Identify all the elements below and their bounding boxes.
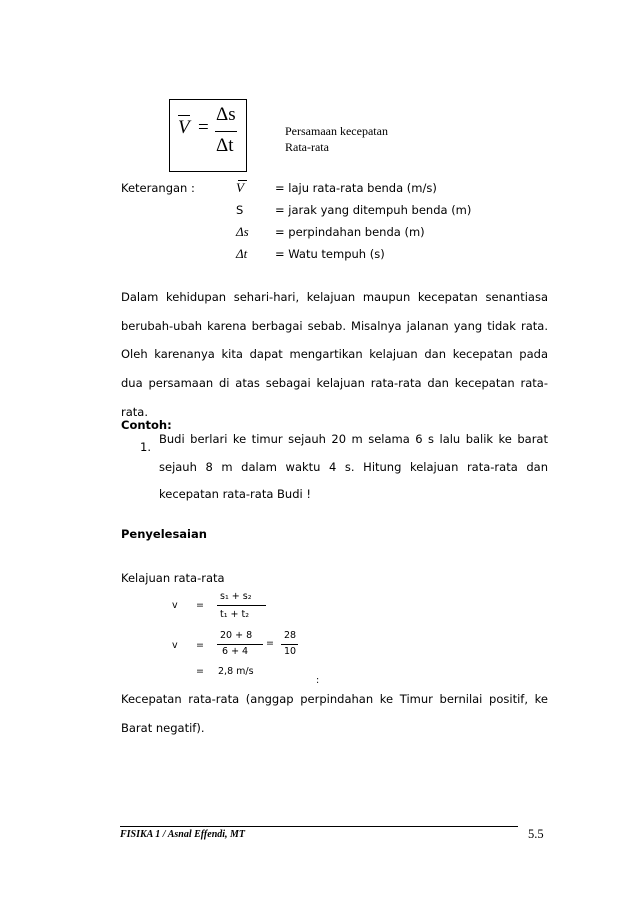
contoh-heading: Contoh: [121, 418, 172, 432]
definition-delta-t: = Watu tempuh (s) [275, 247, 385, 261]
solution-den1: t₁ + t₂ [220, 609, 250, 620]
paragraph-kehidupan: Dalam kehidupan sehari-hari, kelajuan maupun kecepatan senantiasa berubah-ubah karena berbagai sebab. Misalnya jalanan yang tidak rata. Oleh karenanya kita dapat mengartikan kelajuan dan kecepatan pada dua persamaan di atas sebagai kelajuan rata-rata dan kecepatan rata-rata. [121, 290, 548, 419]
contoh-item-text: Budi berlari ke timur sejauh 20 m selama 6 s lalu balik ke barat sejauh 8 m dalam waktu 4 s. Hitung kelajuan rata-rata dan kecepatan rata-rata Budi ! [159, 432, 548, 501]
formula-caption-line1: Persamaan kecepatan [285, 124, 388, 138]
formula-numerator: Δs [216, 104, 236, 125]
solution-num1: s₁ + s₂ [220, 591, 252, 602]
fraction-line [215, 131, 237, 132]
solution-fraction-line-1 [217, 605, 266, 606]
formula-equals: = [198, 117, 209, 138]
symbol-delta-t: Δt [236, 246, 248, 261]
contoh-item-number: 1. [140, 440, 151, 454]
formula-denominator: Δt [216, 135, 234, 156]
keterangan-label: Keterangan : [121, 181, 195, 195]
solution-result: 2,8 m/s [218, 666, 254, 677]
solution-eq3: = [266, 638, 274, 649]
definition-v: = laju rata-rata benda (m/s) [275, 181, 437, 195]
solution-v1: v [172, 600, 178, 611]
solution-eq4: = [196, 666, 204, 677]
solution-fraction-line-3 [281, 644, 298, 645]
solution-eq2: = [196, 640, 204, 651]
symbol-v: V [236, 180, 244, 195]
solution-eq1: = [196, 600, 204, 611]
solution-v2: v [172, 640, 178, 651]
solution-den2: 6 + 4 [222, 646, 249, 657]
symbol-delta-s: Δs [236, 224, 249, 239]
solution-den3: 10 [284, 646, 297, 657]
footer-author: FISIKA 1 / Asnal Effendi, MT [120, 829, 246, 840]
solution-num2: 20 + 8 [220, 630, 253, 641]
solution-fraction-line-2 [217, 644, 263, 645]
page-number: 5.5 [528, 827, 544, 841]
paragraph-kecepatan: Kecepatan rata-rata (anggap perpindahan ke Timur bernilai positif, ke Barat negatif). [121, 692, 548, 735]
definition-s: = jarak yang ditempuh benda (m) [275, 203, 472, 217]
solution-num3: 28 [284, 630, 297, 641]
kelajuan-label: Kelajuan rata-rata [121, 571, 225, 585]
footer-rule [120, 826, 518, 827]
definition-delta-s: = perpindahan benda (m) [275, 225, 425, 239]
penyelesaian-heading: Penyelesaian [121, 527, 207, 541]
formula-caption-line2: Rata-rata [285, 140, 329, 154]
formula-lhs: V [178, 117, 190, 138]
solution-colon: : [316, 675, 320, 686]
v-overbar [178, 115, 190, 116]
symbol-s: S [236, 203, 244, 217]
